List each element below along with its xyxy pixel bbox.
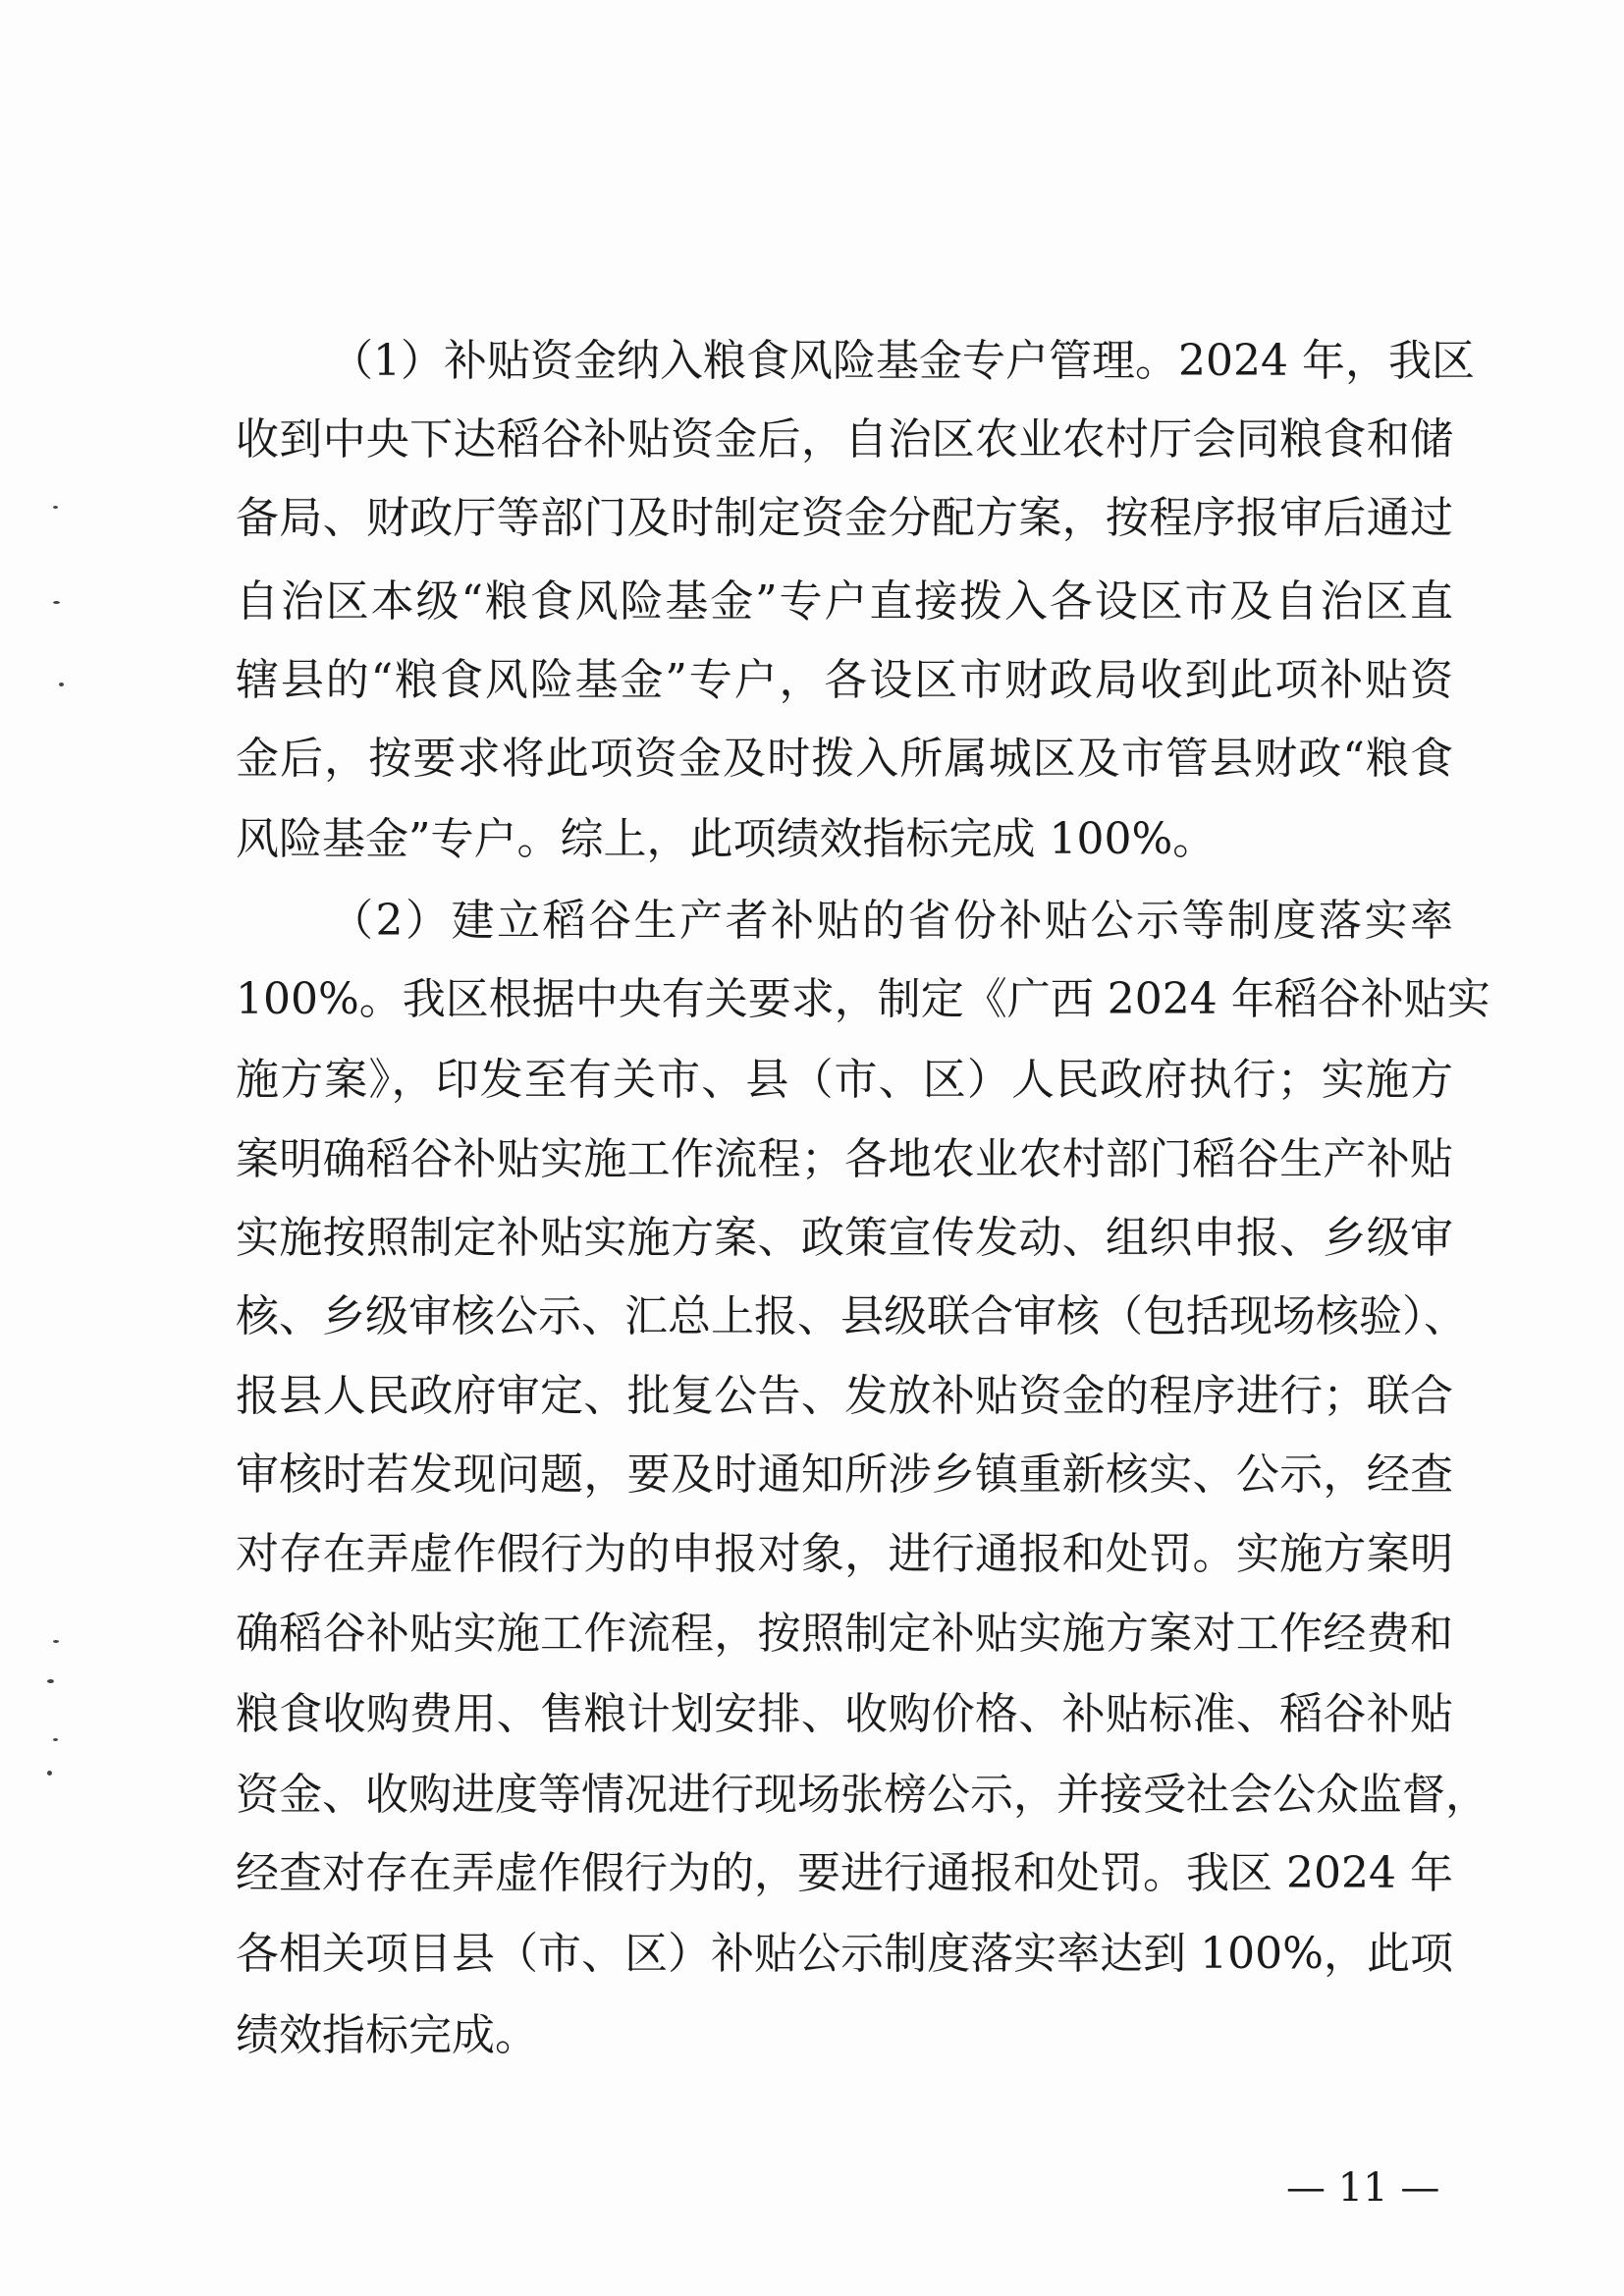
- text-line: 实施按照制定补贴实施方案、政策宣传发动、组织申报、乡级审: [236, 1213, 1453, 1263]
- scan-speck: [53, 1640, 59, 1643]
- text-line: 资金、收购进度等情况进行现场张榜公示，并接受社会公众监督，: [236, 1770, 1489, 1820]
- scan-speck: [53, 1738, 58, 1741]
- scan-speck: [53, 601, 60, 604]
- text-line: （2）建立稻谷生产者补贴的省份补贴公示等制度落实率: [330, 896, 1453, 946]
- page-number: — 11 —: [1286, 2165, 1440, 2211]
- text-line: 经查对存在弄虚作假行为的，要进行通报和处罚。我区 2024 年: [236, 1848, 1453, 1898]
- scan-speck: [47, 1679, 54, 1683]
- text-line: 收到中央下达稻谷补贴资金后，自治区农业农村厅会同粮食和储: [236, 414, 1453, 465]
- text-line: 施方案》，印发至有关市、县（市、区）人民政府执行；实施方: [236, 1055, 1453, 1105]
- text-line: 对存在弄虚作假行为的申报对象，进行通报和处罚。实施方案明: [236, 1529, 1453, 1579]
- text-line: 绩效指标完成。: [236, 2010, 538, 2060]
- scan-speck: [59, 683, 64, 686]
- scan-speck: [53, 506, 58, 509]
- text-line: 案明确稻谷补贴实施工作流程；各地农业农村部门稻谷生产补贴: [236, 1134, 1453, 1184]
- text-line: 风险基金”专户。综上，此项绩效指标完成 100%。: [236, 814, 1217, 864]
- text-line: 各相关项目县（市、区）补贴公示制度落实率达到 100%，此项: [236, 1929, 1453, 1979]
- text-line: 100%。我区根据中央有关要求，制定《广西 2024 年稻谷补贴实: [236, 974, 1490, 1024]
- scan-speck: [47, 1771, 52, 1776]
- text-line: 金后，按要求将此项资金及时拨入所属城区及市管县财政“粮食: [236, 734, 1453, 784]
- text-line: 确稻谷补贴实施工作流程，按照制定补贴实施方案对工作经费和: [236, 1609, 1453, 1659]
- text-line: （1）补贴资金纳入粮食风险基金专户管理。2024 年，我区: [330, 336, 1475, 386]
- text-line: 粮食收购费用、售粮计划安排、收购价格、补贴标准、稻谷补贴: [236, 1689, 1453, 1739]
- text-line: 自治区本级“粮食风险基金”专户直接拨入各设区市及自治区直: [236, 576, 1453, 627]
- text-line: 报县人民政府审定、批复公告、发放补贴资金的程序进行；联合: [236, 1371, 1453, 1421]
- text-line: 辖县的“粮食风险基金”专户，各设区市财政局收到此项补贴资: [236, 655, 1453, 705]
- text-line: 备局、财政厅等部门及时制定资金分配方案，按程序报审后通过: [236, 493, 1453, 543]
- text-line: 核、乡级审核公示、汇总上报、县级联合审核（包括现场核验）、: [236, 1291, 1467, 1341]
- text-line: 审核时若发现问题，要及时通知所涉乡镇重新核实、公示，经查: [236, 1449, 1453, 1500]
